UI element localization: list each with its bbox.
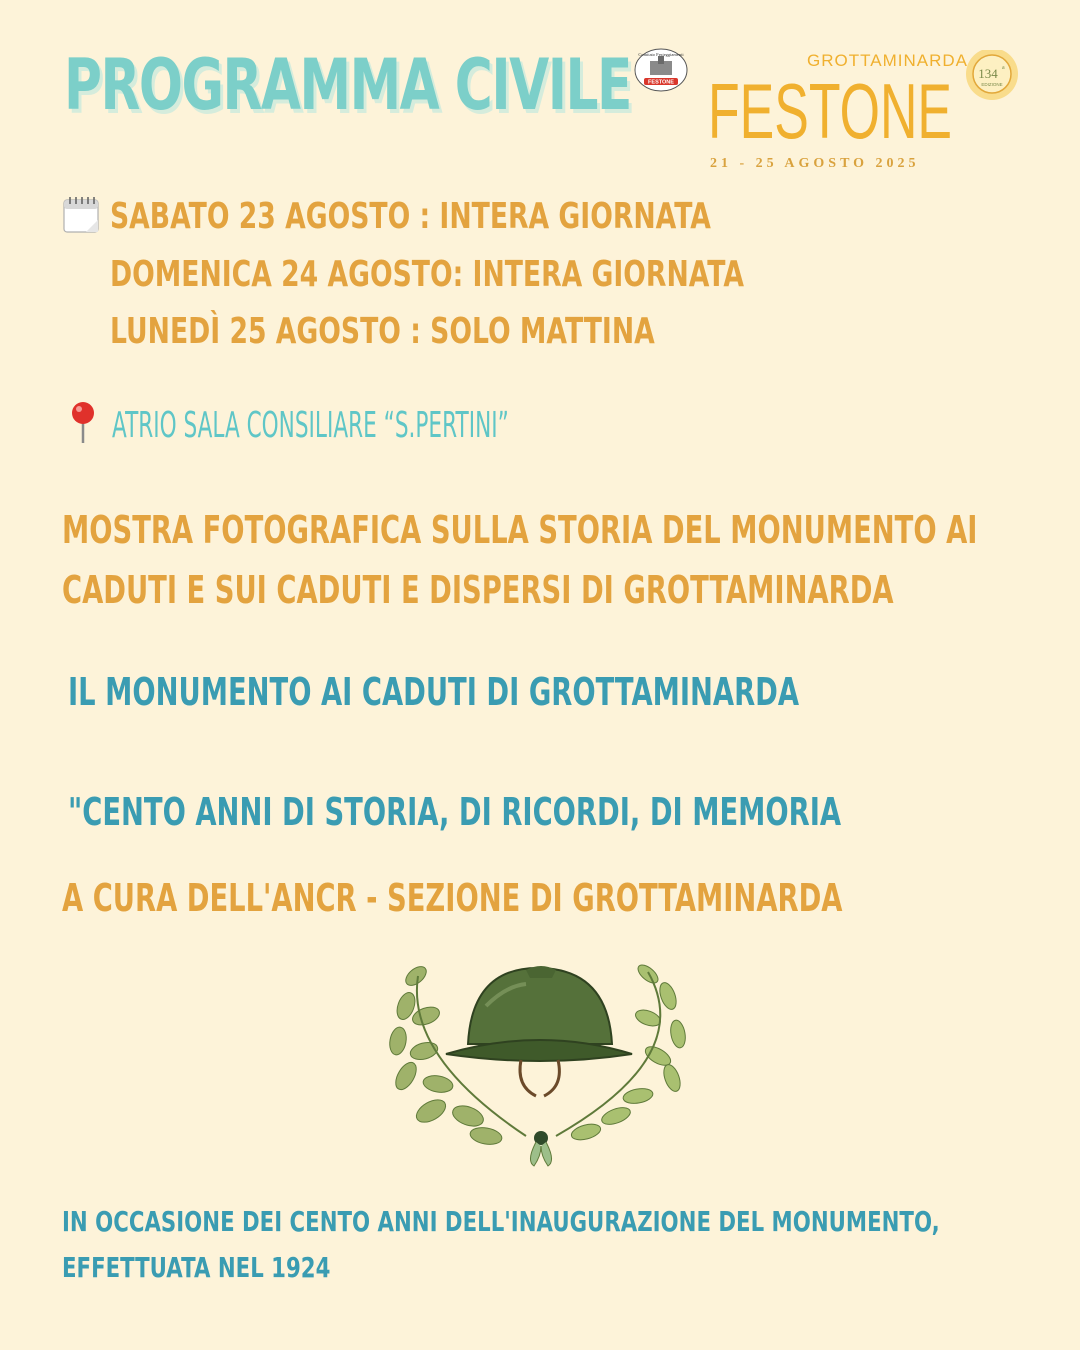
schedule-line-3: LUNEDÌ 25 AGOSTO : SOLO MATTINA bbox=[110, 311, 655, 352]
helmet-laurel-emblem bbox=[376, 956, 706, 1176]
comitato-festeggiamenti-badge bbox=[634, 48, 688, 92]
festone-logo bbox=[706, 50, 1026, 180]
schedule-line-2: DOMENICA 24 AGOSTO: INTERA GIORNATA bbox=[110, 254, 745, 295]
calendar-icon bbox=[62, 195, 102, 235]
footer-line-2: EFFETTUATA NEL 1924 bbox=[62, 1251, 331, 1284]
location-text: ATRIO SALA CONSILIARE “S.PERTINI” bbox=[112, 405, 509, 446]
exhibition-curator: A CURA DELL'ANCR - SEZIONE DI GROTTAMINARDA bbox=[62, 876, 843, 920]
badge-sub-label: FESTONE bbox=[648, 79, 674, 86]
exhibition-line-1: MOSTRA FOTOGRAFICA SULLA STORIA DEL MONUMENTO AI bbox=[62, 508, 978, 552]
schedule-line-1: SABATO 23 AGOSTO : INTERA GIORNATA bbox=[110, 196, 711, 237]
exhibition-line-2: CADUTI E SUI CADUTI E DISPERSI DI GROTTAMINARDA bbox=[62, 568, 894, 612]
footer-line-1: IN OCCASIONE DEI CENTO ANNI DELL'INAUGURAZIONE DEL MONUMENTO, bbox=[62, 1205, 940, 1238]
exhibition-subtitle: IL MONUMENTO AI CADUTI DI GROTTAMINARDA bbox=[68, 670, 800, 714]
badge-label: Comitato Festeggiamenti bbox=[638, 52, 684, 57]
logo-edition-sup: a bbox=[1002, 65, 1005, 71]
logo-edition-label: EDIZIONE bbox=[981, 82, 1003, 87]
map-pin-icon bbox=[66, 400, 100, 444]
logo-dates: 21 - 25 AGOSTO 2025 bbox=[710, 156, 920, 171]
logo-name: FESTONE bbox=[708, 67, 952, 155]
logo-edition: 134 bbox=[978, 66, 998, 81]
page-title: PROGRAMMA CIVILE bbox=[64, 44, 631, 126]
exhibition-quote: "CENTO ANNI DI STORIA, DI RICORDI, DI MEMORIA bbox=[68, 790, 842, 834]
edition-sun-icon bbox=[966, 50, 1018, 100]
logo-city: GROTTAMINARDA bbox=[807, 51, 968, 70]
